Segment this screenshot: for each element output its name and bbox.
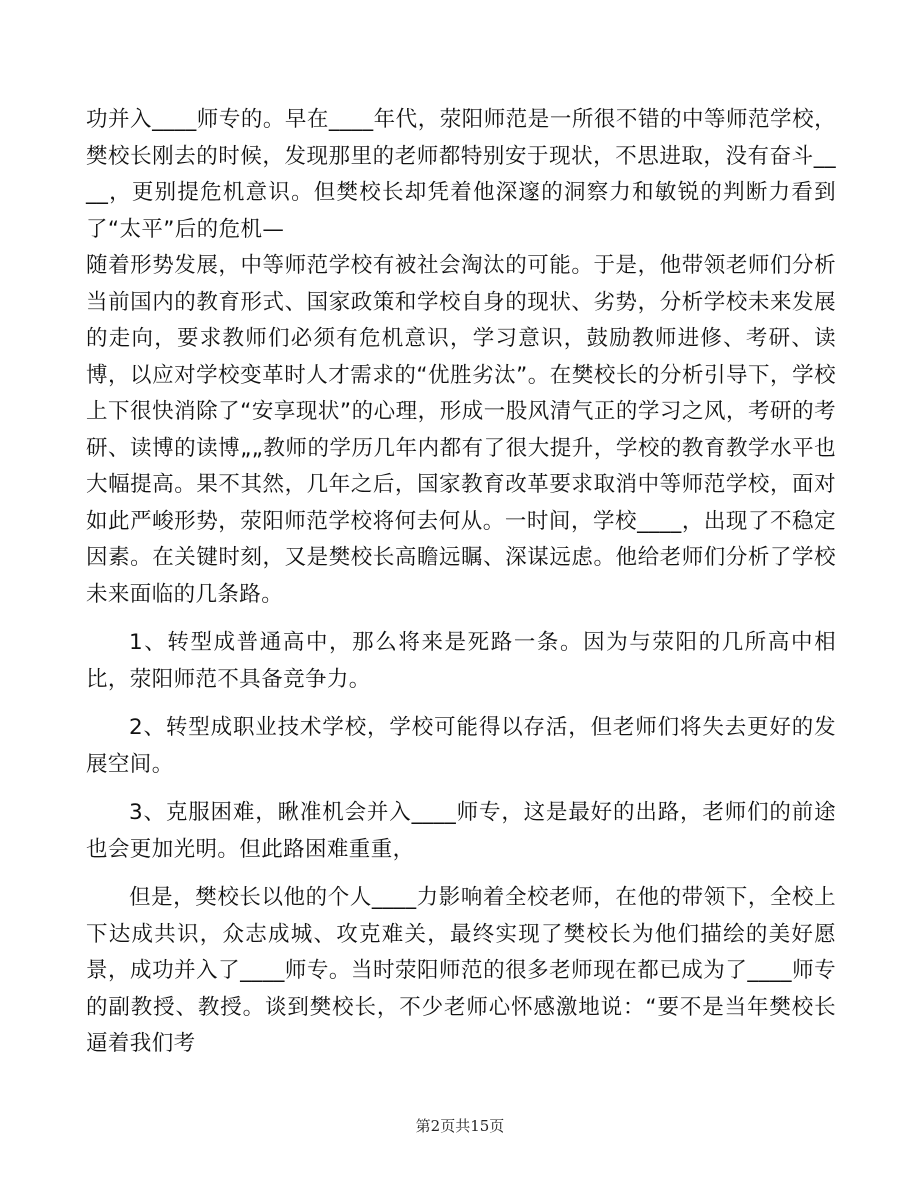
paragraph-2: 随着形势发展，中等师范学校有被社会淘汰的可能。于是，他带领老师们分析当前国内的教育形式、国家政策和学校自身的现状、劣势，分析学校未来发展的走向，要求教师们必须有危机意识，学习意识，鼓励教师进修、考研、读博，以应对学校变革时人才需求的“优胜劣汰”。在樊校长的分析引导下，学校上下很快消除了“安享现状”的心理，形成一股风清气正的学习之风，考研的考研、读博的读博„„教师的学历几年内都有了很大提升，学校的教育教学水平也大幅提高。果不其然，几年之后，国家教育改革要求取消中等师范学校，面对如此严峻形势，荥阳师范学校将何去何从。一时间，学校____，出现了不稳定因素。在关键时刻，又是樊校长高瞻远瞩、深谋远虑。他给老师们分析了学校未来面临的几条路。	[86, 253, 836, 607]
list-item-2: 2、转型成职业技术学校，学校可能得以存活，但老师们将失去更好的发展空间。	[86, 715, 836, 777]
paragraph-3: 但是，樊校长以他的个人____力影响着全校老师，在他的带领下，全校上下达成共识，众志成城、攻克难关，最终实现了樊校长为他们描绘的美好愿景，成功并入了____师专。当时荥阳师范的很多老师现在都已成为了____师专的副教授、教授。谈到樊校长，不少老师心怀感激地说：“要不是当年樊校长逼着我们考	[86, 885, 836, 1056]
page-number: 第2页共15页	[415, 1117, 505, 1135]
document-body	[86, 102, 836, 1063]
paragraph-1: 功并入____师专的。早在____年代，荥阳师范是一所很不错的中等师范学校，樊校长刚去的时候，发现那里的老师都特别安于现状，不思进取，没有奋斗____，更别提危机意识。但樊校长却凭着他深邃的洞察力和敏锐的判断力看到了“太平”后的危机—	[86, 107, 836, 242]
list-item-1: 1、转型成普通高中，那么将来是死路一条。因为与荥阳的几所高中相比，荥阳师范不具备竞争力。	[86, 630, 836, 692]
list-item-3: 3、克服困难，瞅准机会并入____师专，这是最好的出路，老师们的前途也会更加光明。但此路困难重重，	[86, 800, 836, 862]
